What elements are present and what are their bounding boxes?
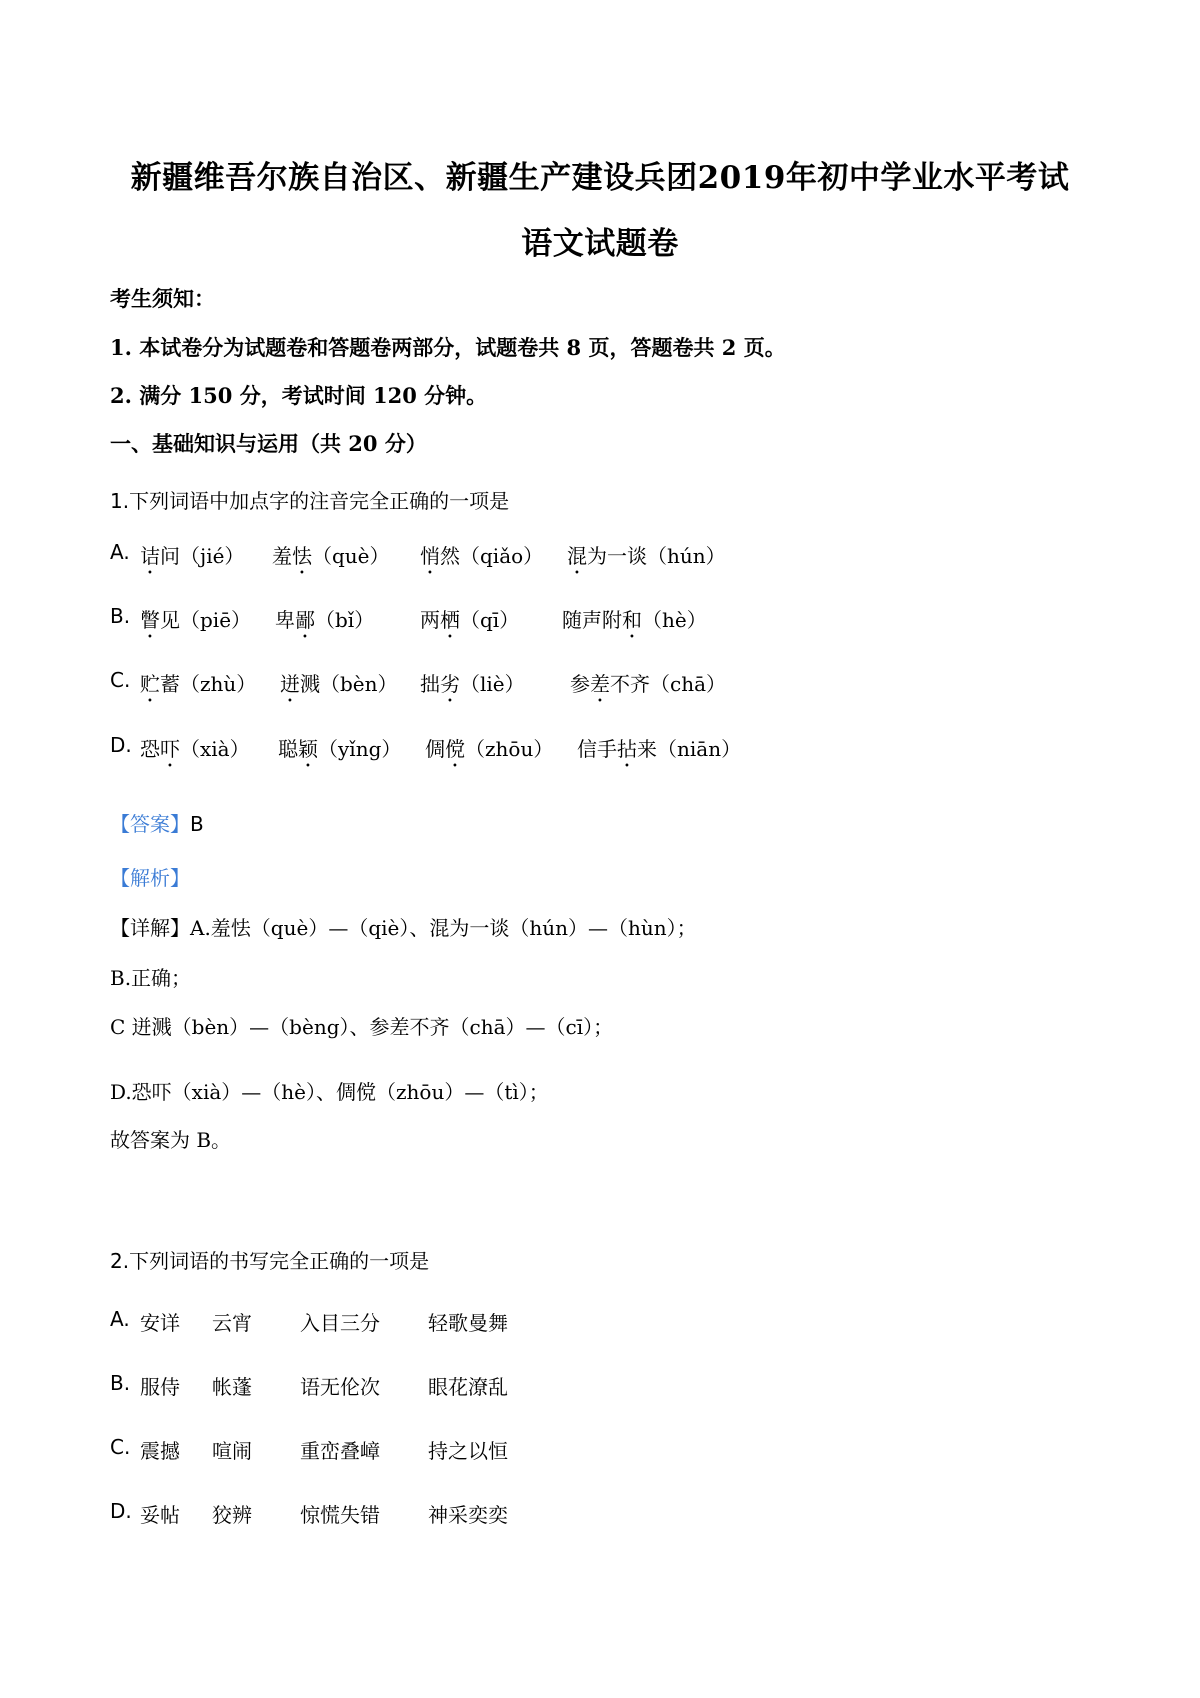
question-1-text: 1.下列词语中加点字的注音完全正确的一项是: [110, 489, 510, 513]
q1-option-item: [278, 733, 401, 772]
q2-option-item: 神采奕奕: [428, 1503, 508, 1527]
q2-option-item: 云宵: [212, 1311, 252, 1335]
answer-line: [110, 808, 204, 837]
q1-option-letter: C.: [110, 668, 131, 692]
q2-option-letter: B.: [110, 1371, 131, 1395]
q2-option-item: 帐蓬: [212, 1375, 252, 1399]
dotted-character: 悄: [420, 544, 440, 568]
dotted-character: 拈: [617, 737, 637, 761]
q2-option-item: 安详: [140, 1311, 180, 1335]
q1-option-letter: D.: [110, 733, 132, 757]
option-text: 羞: [272, 544, 292, 568]
title-line-1: 新疆维吾尔族自治区、新疆生产建设兵团2019年初中学业水平考试: [130, 160, 1070, 196]
dotted-character: 劣: [440, 672, 460, 696]
dotted-character: 傥: [445, 737, 465, 761]
q1-option-item: [420, 604, 519, 643]
dotted-character: 瞥: [140, 608, 160, 632]
q1-option-letter: B.: [110, 604, 131, 628]
q2-option-item: 眼花潦乱: [428, 1375, 508, 1399]
option-text: 为一谈（hún）: [587, 544, 726, 568]
dotted-character: 迸: [280, 672, 300, 696]
question-2-text: 2.下列词语的书写完全正确的一项是: [110, 1249, 430, 1273]
analysis-label: 【解析】: [110, 866, 190, 890]
detail-line-c: C 迸溅（bèn）—（bèng）、参差不齐（chā）—（cī）；: [110, 1015, 614, 1039]
detail-line-a: [110, 912, 697, 941]
q1-option-item: [140, 668, 256, 707]
q1-option-item: [562, 604, 707, 643]
dotted-character: 栖: [440, 608, 460, 632]
option-text: （xià）: [180, 737, 250, 761]
dotted-character: 贮: [140, 672, 160, 696]
section-heading: 一、基础知识与运用（共 20 分）: [110, 431, 427, 456]
option-text: （hè）: [642, 608, 707, 632]
notice-item-2: 2. 满分 150 分，考试时间 120 分钟。: [110, 383, 488, 408]
q1-option-item: [577, 733, 741, 772]
detail-line-d: D.恐吓（xià）—（hè）、倜傥（zhōu）—（tì）；: [110, 1080, 549, 1104]
dotted-character: 诘: [140, 544, 160, 568]
option-text: （qī）: [460, 608, 520, 632]
q2-option-item: 语无伦次: [300, 1375, 380, 1399]
title-line-2: 语文试题卷: [521, 226, 679, 262]
q1-option-item: [140, 604, 251, 643]
notice-item-1: 1. 本试卷分为试题卷和答题卷两部分，试题卷共 8 页，答题卷共 2 页。: [110, 335, 786, 360]
q1-option-item: [280, 668, 398, 707]
q1-option-item: [272, 540, 390, 579]
dotted-character: 吓: [160, 737, 180, 761]
dotted-character: 怯: [292, 544, 312, 568]
option-text: 信手: [577, 737, 617, 761]
option-text: （què）: [312, 544, 390, 568]
dotted-character: 混: [567, 544, 587, 568]
question-2-stem: [110, 1245, 429, 1274]
option-text: （zhōu）: [465, 737, 554, 761]
q1-option-letter: A.: [110, 540, 130, 564]
option-text: 不齐（chā）: [610, 672, 727, 696]
q1-option-item: [425, 733, 553, 772]
option-text: 然（qiǎo）: [440, 544, 544, 568]
q1-option-item: [420, 668, 525, 707]
q2-option-item: 入目三分: [300, 1311, 380, 1335]
q1-option-item: [140, 733, 250, 772]
detail-a-text: A.羞怯（què）—（qiè）、混为一谈（hún）—（hùn）；: [190, 916, 697, 940]
option-text: 卑: [275, 608, 295, 632]
dotted-character: 差: [590, 672, 610, 696]
dotted-character: 颖: [298, 737, 318, 761]
q2-option-item: 重峦叠嶂: [300, 1439, 380, 1463]
dotted-character: 和: [622, 608, 642, 632]
option-text: 随声附: [562, 608, 622, 632]
option-text: （liè）: [460, 672, 525, 696]
q1-option-item: [570, 668, 726, 707]
q1-option-item: [140, 540, 244, 579]
q2-option-item: 震撼: [140, 1439, 180, 1463]
option-text: 蓄（zhù）: [160, 672, 257, 696]
detail-line-b: B.正确；: [110, 966, 192, 990]
option-text: 聪: [278, 737, 298, 761]
option-text: 来（niān）: [637, 737, 742, 761]
option-text: 溅（bèn）: [300, 672, 398, 696]
q2-option-letter: A.: [110, 1307, 130, 1331]
option-text: （yǐng）: [318, 737, 402, 761]
option-text: 拙: [420, 672, 440, 696]
q2-option-item: 狡辨: [212, 1503, 252, 1527]
detail-label: 【详解】: [110, 916, 190, 940]
answer-label: 【答案】: [110, 812, 190, 836]
option-text: 参: [570, 672, 590, 696]
option-text: （bǐ）: [315, 608, 375, 632]
q2-option-item: 轻歌曼舞: [428, 1311, 508, 1335]
option-text: 见（piē）: [160, 608, 252, 632]
notice-heading: 考生须知：: [110, 286, 215, 311]
q2-option-item: 妥帖: [140, 1503, 180, 1527]
q1-option-item: [275, 604, 374, 643]
q2-option-item: 服侍: [140, 1375, 180, 1399]
option-text: 问（jié）: [160, 544, 245, 568]
q1-option-item: [420, 540, 543, 579]
option-text: 恐: [140, 737, 160, 761]
q2-option-item: 持之以恒: [428, 1439, 508, 1463]
q1-option-item: [567, 540, 726, 579]
question-1-stem: [110, 485, 509, 514]
option-text: 两: [420, 608, 440, 632]
dotted-character: 鄙: [295, 608, 315, 632]
answer-value: B: [190, 812, 204, 836]
q2-option-item: 喧闹: [212, 1439, 252, 1463]
q2-option-letter: D.: [110, 1499, 132, 1523]
conclusion-line: 故答案为 B。: [110, 1128, 232, 1152]
option-text: 倜: [425, 737, 445, 761]
q2-option-letter: C.: [110, 1435, 131, 1459]
q2-option-item: 惊慌失错: [300, 1503, 380, 1527]
